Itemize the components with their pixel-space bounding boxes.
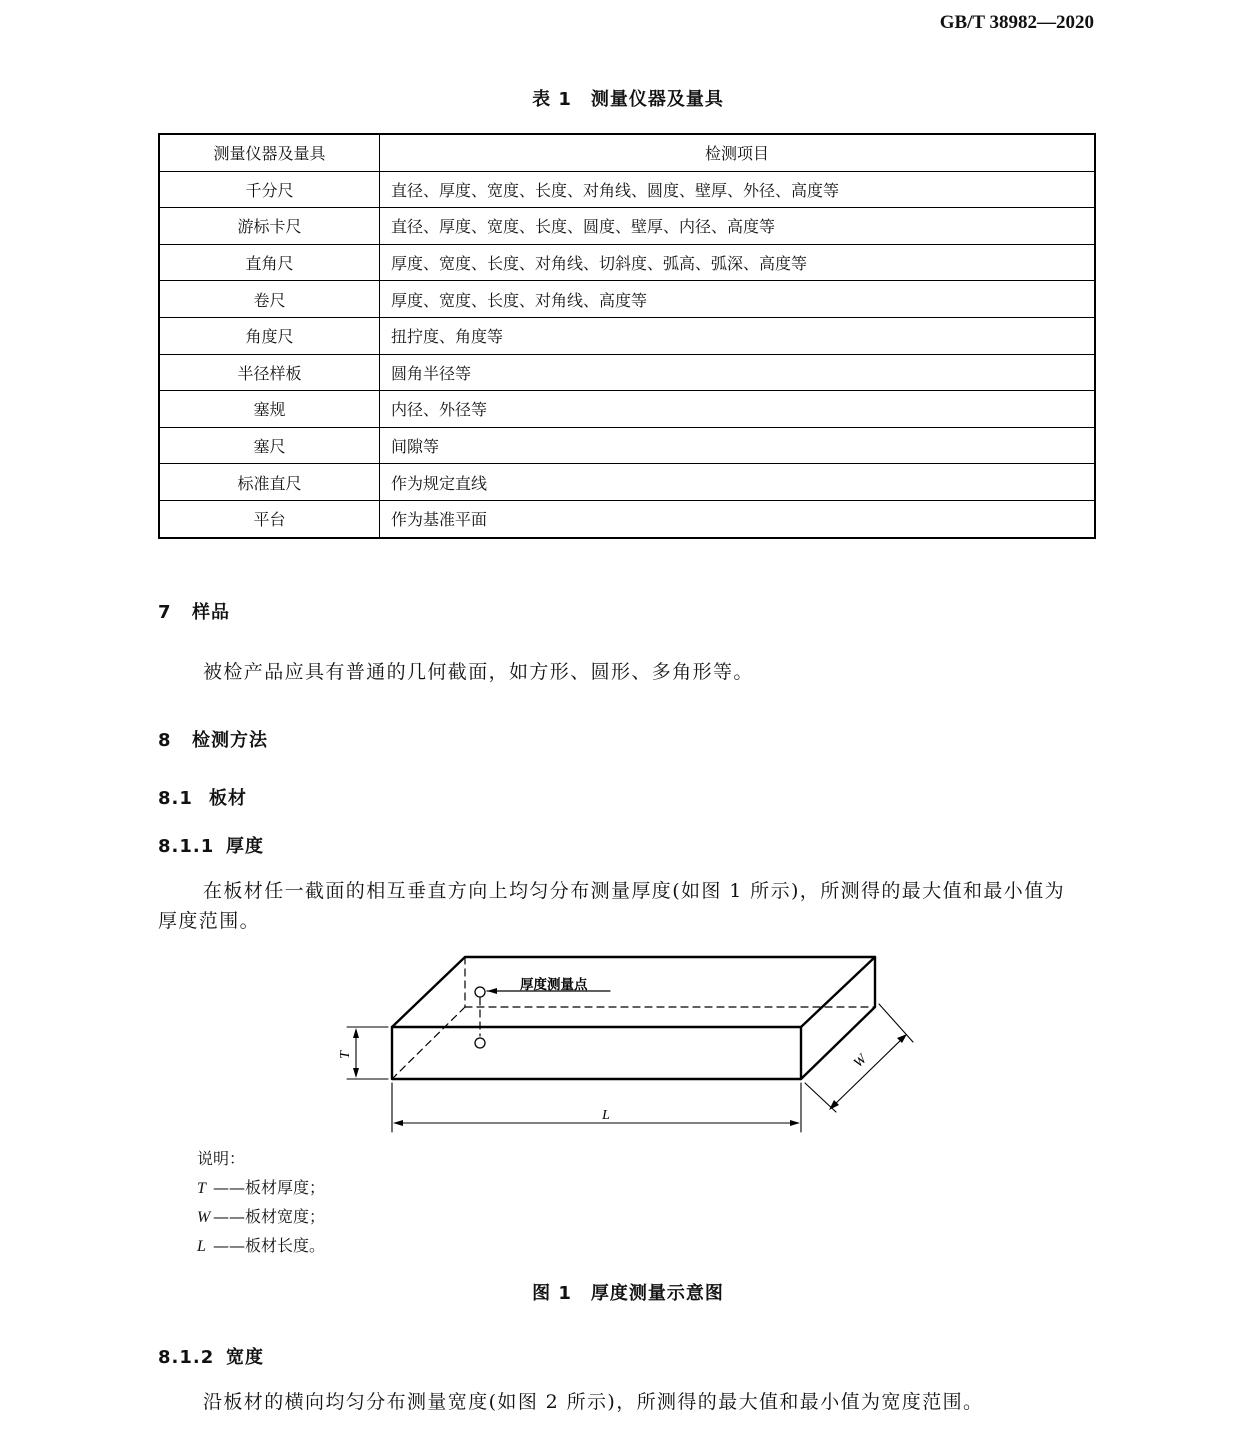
table-header-instrument: 测量仪器及量具 [159,134,380,171]
measure-point-bottom [475,1038,485,1048]
section-8-1-2-body: 沿板材的横向均匀分布测量宽度(如图 2 所示)，所测得的最大值和最小值为宽度范围。 [203,1391,984,1413]
section-8-1-2-heading [158,1343,264,1369]
instrument-cell: 游标卡尺 [159,208,380,245]
dim-L-label: L [602,1108,610,1123]
section-8-1-title: 板材 [209,788,247,809]
section-7-number: 7 [158,602,172,623]
section-8-1-1-title: 厚度 [226,836,264,857]
instrument-cell: 卷尺 [159,281,380,318]
legend-symbol: L [197,1238,206,1255]
legend-title: 说明： [197,1149,246,1168]
instrument-cell: 千分尺 [159,171,380,208]
section-8-1-number: 8.1 [158,788,193,809]
legend-symbol: T [197,1180,206,1197]
legend-item [197,1204,325,1227]
items-cell: 内径、外径等 [380,391,1096,428]
section-8-1-2-title: 宽度 [226,1347,264,1368]
legend-item [197,1233,325,1256]
items-cell: 直径、厚度、宽度、长度、对角线、圆度、壁厚、外径、高度等 [380,171,1096,208]
items-cell: 间隙等 [380,427,1096,464]
instrument-cell: 半径样板 [159,354,380,391]
section-7-title: 样品 [192,602,230,623]
dim-W-label: W [851,1052,870,1071]
section-8-1-2-number: 8.1.2 [158,1347,215,1368]
instrument-cell: 角度尺 [159,317,380,354]
items-cell: 圆角半径等 [380,354,1096,391]
items-cell: 厚度、宽度、长度、对角线、高度等 [380,281,1096,318]
dim-T-label: T [338,1051,353,1059]
items-cell: 厚度、宽度、长度、对角线、切斜度、弧高、弧深、高度等 [380,244,1096,281]
section-8-1-1-body-line1: 在板材任一截面的相互垂直方向上均匀分布测量厚度(如图 1 所示)，所测得的最大值和最小值为 [203,880,1065,902]
section-8-title: 检测方法 [192,730,268,751]
section-8-number: 8 [158,730,172,751]
table-caption: 表 1 测量仪器及量具 [532,89,724,110]
section-8-1-1-body-line2: 厚度范围。 [158,910,261,932]
items-cell: 作为基准平面 [380,500,1096,537]
point-label: 厚度测量点 [520,977,588,993]
dimension-L [392,1083,801,1132]
dimension-T [347,1027,388,1079]
leader-arrow-icon [487,988,497,994]
items-cell: 扭拧度、角度等 [380,317,1096,354]
legend-item [197,1175,325,1198]
instrument-cell: 平台 [159,500,380,537]
legend-text: ——板材宽度； [213,1207,326,1226]
legend-text: ——板材长度。 [213,1236,326,1255]
legend-symbol: W [197,1209,211,1226]
section-8-1-1-number: 8.1.1 [158,836,215,857]
instrument-cell: 塞尺 [159,427,380,464]
legend-text: ——板材厚度； [213,1178,326,1197]
instrument-cell: 塞规 [159,391,380,428]
table-header-items: 检测项目 [380,134,1096,171]
standard-code: GB/T 38982—2020 [939,12,1094,33]
instrument-cell: 直角尺 [159,244,380,281]
figure-1-caption: 图 1 厚度测量示意图 [532,1283,724,1304]
measure-point-top [475,987,485,997]
items-cell: 作为规定直线 [380,464,1096,501]
items-cell: 直径、厚度、宽度、长度、圆度、壁厚、内径、高度等 [380,208,1096,245]
section-7-body: 被检产品应具有普通的几何截面，如方形、圆形、多角形等。 [203,661,754,683]
instrument-cell: 标准直尺 [159,464,380,501]
hidden-edges [392,957,875,1079]
